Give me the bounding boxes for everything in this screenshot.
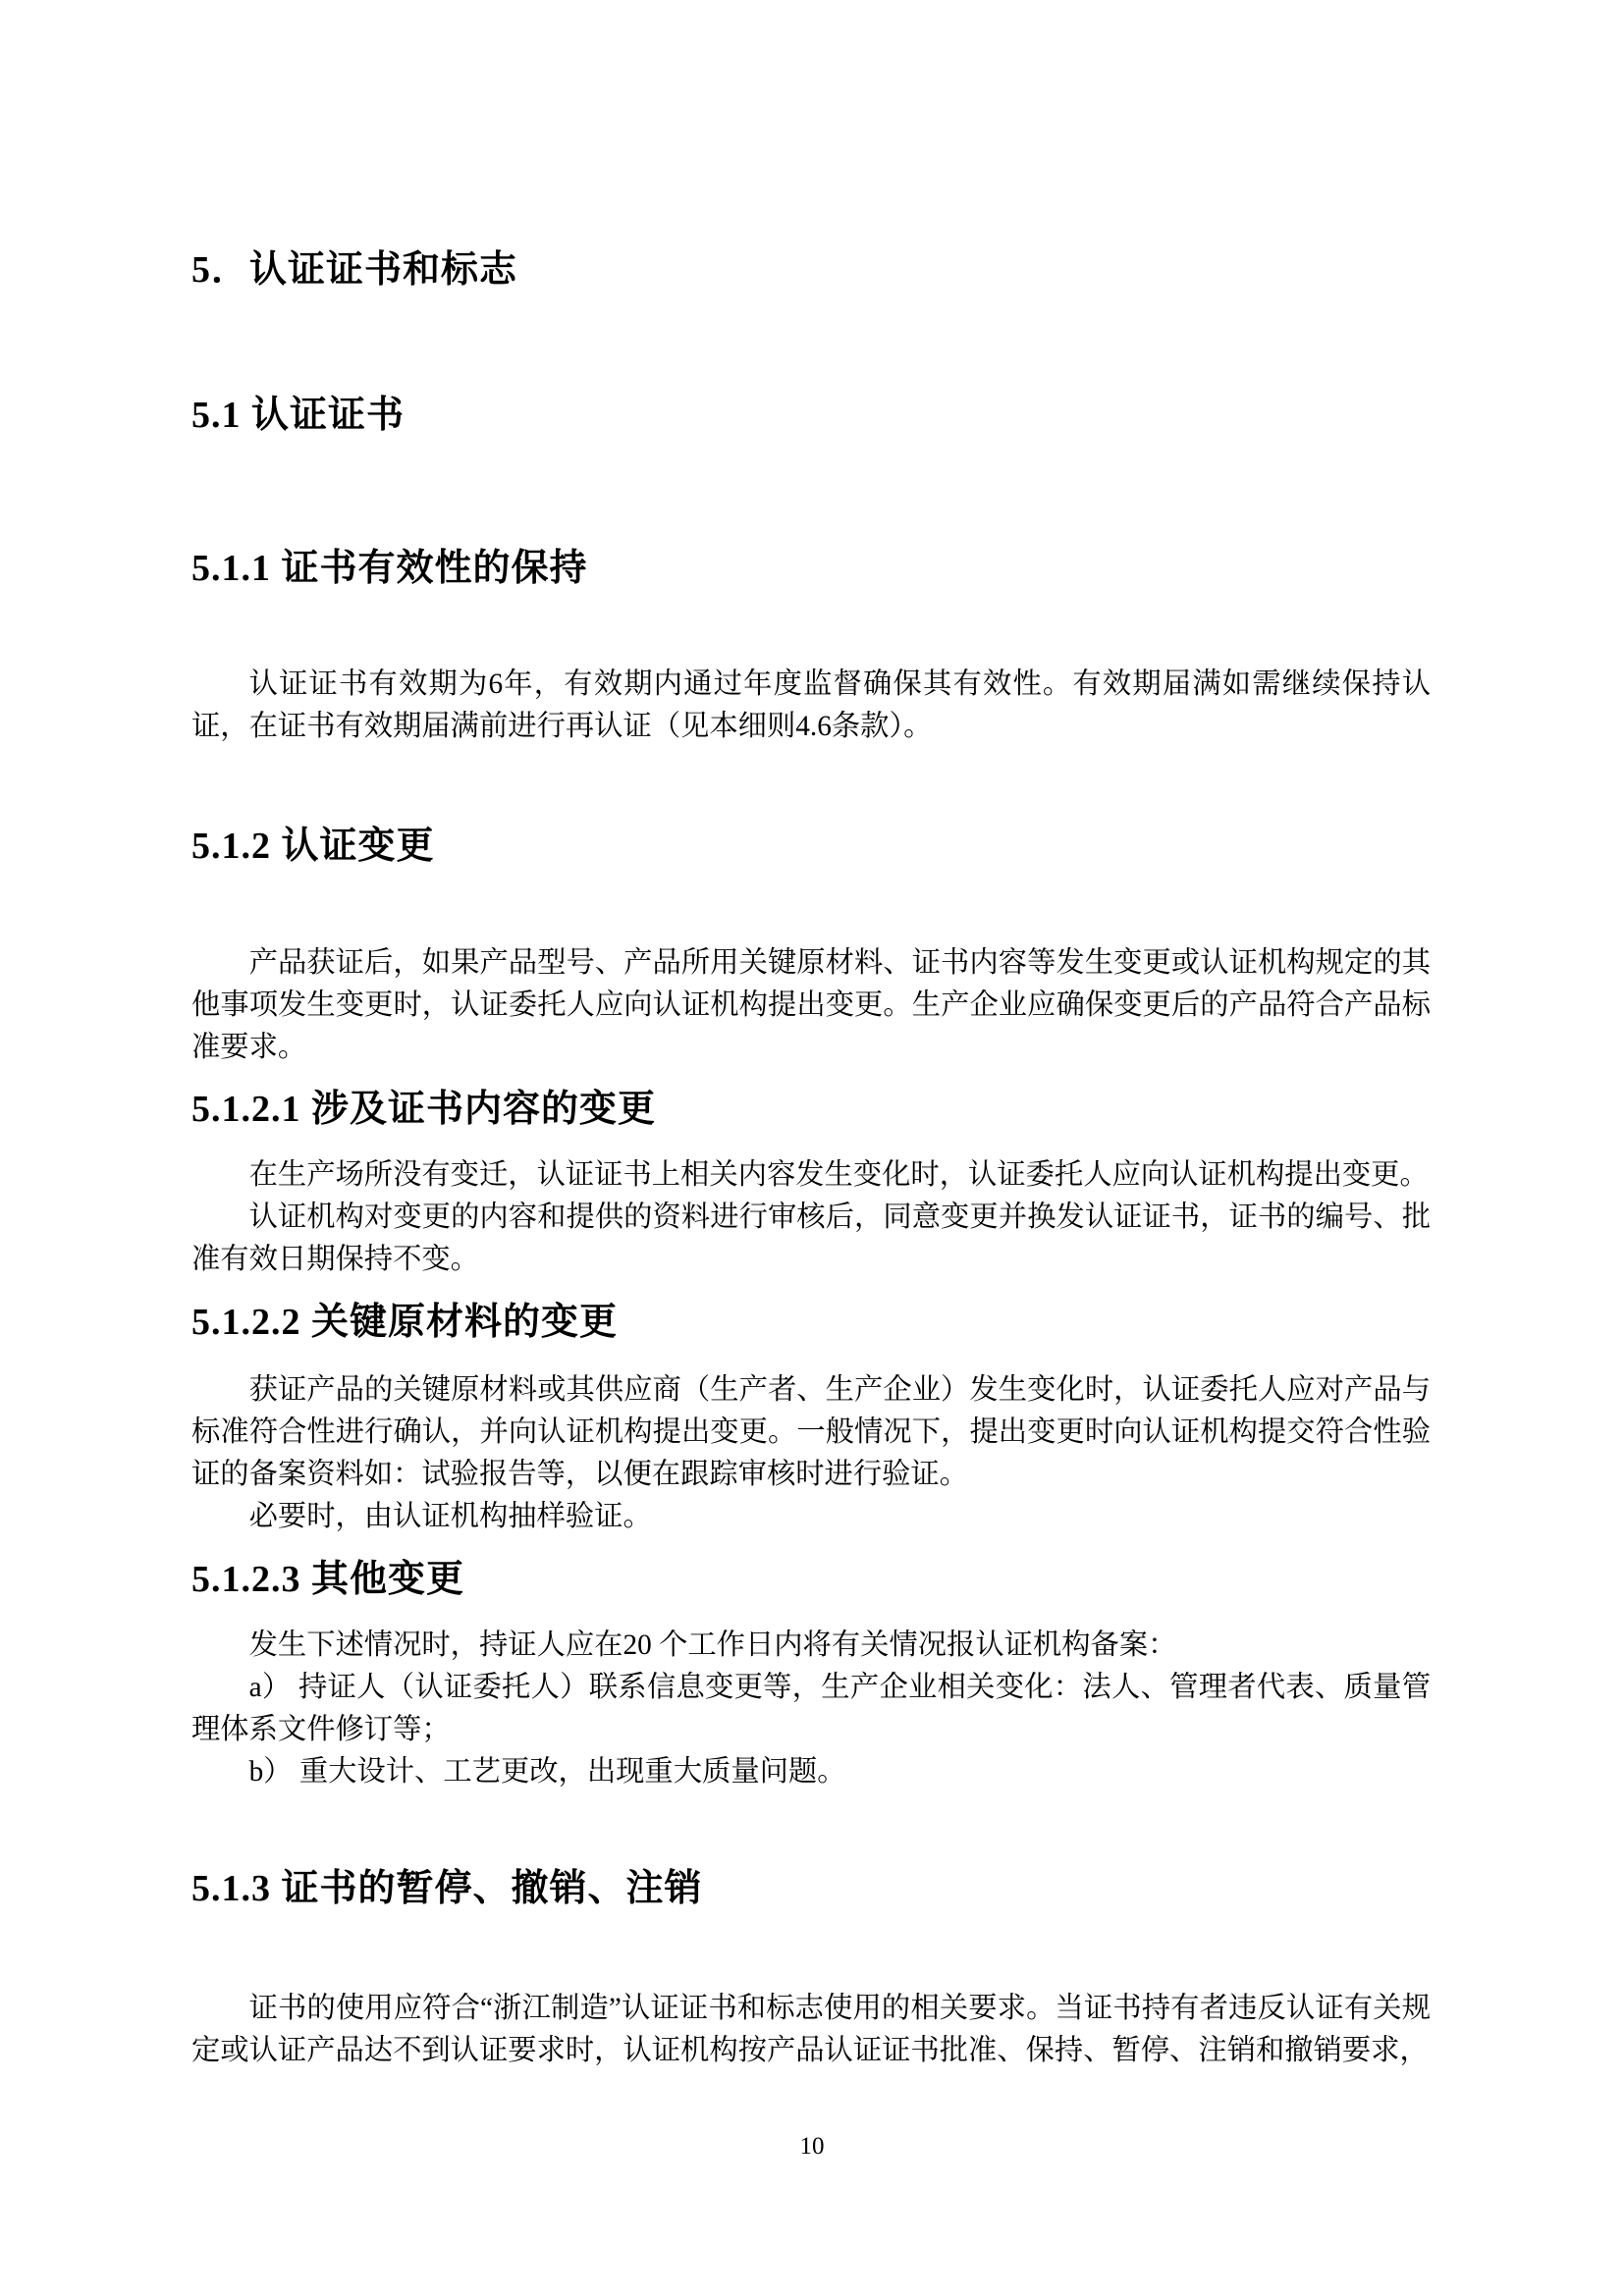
- section-body-5-1-3: [191, 1988, 1431, 2072]
- paragraph: 发生下述情况时，持证人应在20 个工作日内将有关情况报认证机构备案：: [248, 1629, 1177, 1661]
- section-body-5-1-2-1: [191, 1154, 1431, 1281]
- section-body-5-1-2-3: [191, 1625, 1431, 1793]
- section-heading-5-1-2-2: 5.1.2.2 关键原材料的变更: [191, 1302, 619, 1343]
- paragraph: 获证产品的关键原材料或其供应商（生产者、生产企业）发生变化时，认证委托人应对产品与标准符合性进行确认，并向认证机构提出变更。一般情况下，提出变更时向认证机构提交符合性验证的备案资料如：试验报告等，以便在跟踪审核时进行验证。: [191, 1374, 1431, 1490]
- section-heading-5-1-2: 5.1.2 认证变更: [191, 826, 435, 867]
- section-body-5-1-2: [191, 942, 1431, 1069]
- page-number: 10: [799, 2133, 825, 2160]
- paragraph: a） 持证人（认证委托人）联系信息变更等，生产企业相关变化：法人、管理者代表、质量管理体系文件修订等；: [191, 1672, 1431, 1745]
- section-body-5-1-1: [191, 664, 1431, 748]
- paragraph: b） 重大设计、工艺更改，出现重大质量问题。: [248, 1756, 846, 1788]
- section-heading-5-1-3: 5.1.3 证书的暂停、撤销、注销: [191, 1868, 703, 1909]
- paragraph: 认证机构对变更的内容和提供的资料进行审核后，同意变更并换发认证证书，证书的编号、批准有效日期保持不变。: [191, 1201, 1431, 1275]
- paragraph: 认证证书有效期为6年，有效期内通过年度监督确保其有效性。有效期届满如需继续保持认证，在证书有效期届满前进行再认证（见本细则4.6条款）。: [191, 668, 1431, 742]
- paragraph: 在生产场所没有变迁，认证证书上相关内容发生变化时，认证委托人应向认证机构提出变更。: [248, 1159, 1429, 1191]
- section-heading-5-1-2-1: 5.1.2.1 涉及证书内容的变更: [191, 1089, 657, 1130]
- section-heading-5-1: 5.1 认证证书: [191, 395, 406, 436]
- paragraph: 产品获证后，如果产品型号、产品所用关键原材料、证书内容等发生变更或认证机构规定的其他事项发生变更时，认证委托人应向认证机构提出变更。生产企业应确保变更后的产品符合产品标准要求。: [191, 947, 1431, 1063]
- paragraph: 必要时，由认证机构抽样验证。: [248, 1501, 652, 1532]
- paragraph: 证书的使用应符合“浙江制造”认证证书和标志使用的相关要求。当证书持有者违反认证有关规定或认证产品达不到认证要求时，认证机构按产品认证证书批准、保持、暂停、注销和撤销要求，: [191, 1993, 1431, 2066]
- section-heading-5-1-1: 5.1.1 证书有效性的保持: [191, 548, 588, 589]
- section-heading-5: 5．认证证书和标志: [191, 249, 518, 291]
- section-body-5-1-2-2: [191, 1369, 1431, 1538]
- section-heading-5-1-2-3: 5.1.2.3 其他变更: [191, 1559, 465, 1600]
